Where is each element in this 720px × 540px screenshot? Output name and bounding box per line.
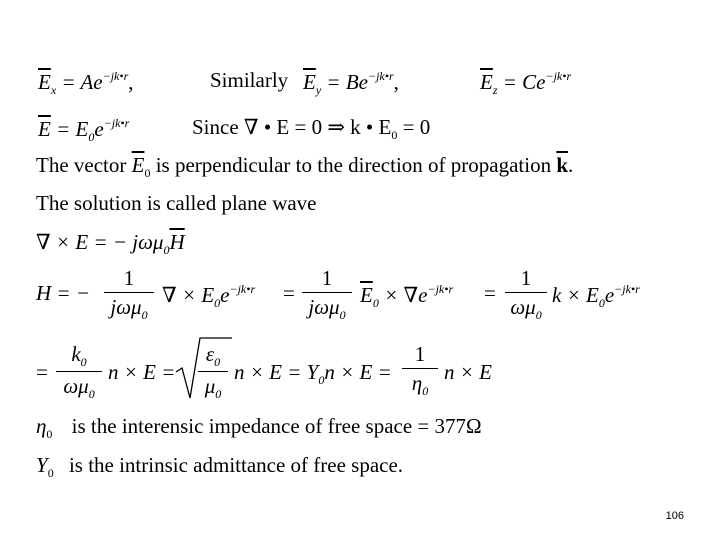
fraction-k0-wmu: $\frac{k_0}{\omega\mu_0}$ — [56, 344, 102, 400]
fraction-eps-mu: $\frac{\varepsilon_0}{\mu_0}$ — [198, 344, 228, 400]
fraction-1-jwmu: 1 jωμ$_0$ — [104, 268, 154, 321]
fraction-3-wmu: $\frac{1}{\omega\mu_0}$ — [505, 268, 547, 321]
eq-ez: $\overline{E}_z = Ce^{-jk•r}$ — [480, 69, 572, 97]
fraction-1-eta: $\frac{1}{\eta_0}$ — [402, 344, 438, 397]
eq-line5-eq: = — [36, 360, 48, 384]
sentence-perpendicular: The vector $\overline{E}_0$ is perpendicular to the direction of propagation $\overline{k}$. — [36, 153, 574, 180]
page-number: 106 — [665, 510, 684, 522]
eq-line5-term3: n × E — [444, 360, 492, 384]
y-definition: $Y_0$ is the intrinsic admittance of free space. — [36, 453, 404, 480]
eq-h-term2: $\overline{E}_0 \times \nabla e^{-jk•r}$ — [360, 282, 454, 310]
eq-e-plane: $\overline{E} = E_0e^{-jk•r}$ — [38, 116, 130, 144]
eq-ex: $\overline{E}_x = Ae^{-jk•r}$, — [38, 69, 134, 97]
eq-line5-term2: $n \times E = Y_0n \times E$ = — [234, 360, 392, 387]
similarly-label: Similarly — [210, 68, 289, 92]
eq-ey: $\overline{E}_y = Be^{-jk•r}$, — [303, 69, 399, 97]
eq-h-eq3: = — [484, 281, 496, 305]
eq-h-term1: ∇ × $E_0e^{-jk•r}$ — [162, 282, 256, 310]
fraction-2-jwmu: 1 jωμ$_0$ — [302, 268, 352, 321]
eq-line5-term1: n × E = — [108, 360, 176, 384]
eq-faraday: ∇ × E = − $j\omega\mu_0\overline{H}$ — [36, 230, 185, 257]
eq-h-eq2: = — [283, 281, 295, 305]
eq-h-lhs: H = − — [36, 281, 91, 305]
eq-since-divergence: Since ∇ • E = 0 ⇒ k • $E_0 = 0$ — [192, 115, 431, 142]
eta-definition: $\eta_0$ is the interensic impedance of free space = 377Ω — [36, 414, 482, 441]
eq-h-term3: $k \times E_0e^{-jk•r}$ — [552, 282, 640, 310]
sentence-plane-wave: The solution is called plane wave — [36, 191, 317, 215]
